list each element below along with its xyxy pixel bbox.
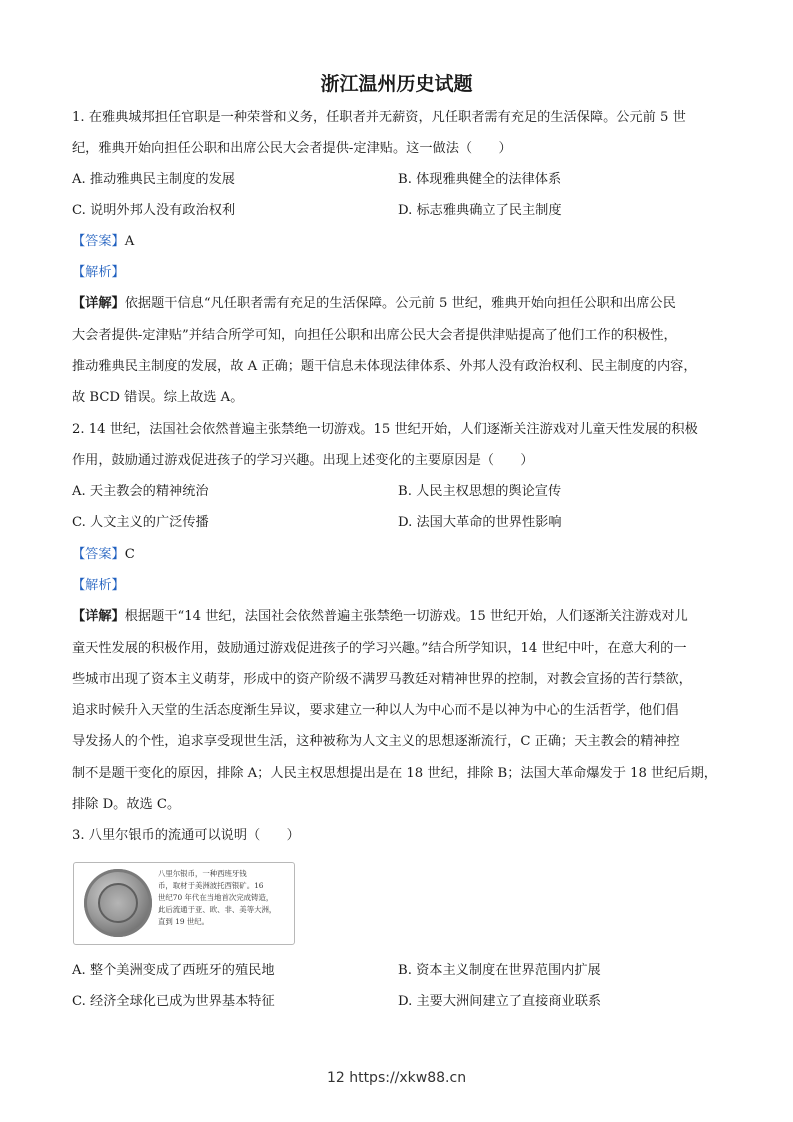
figure-caption (158, 868, 290, 928)
figure-caption-line: 直到 19 世纪。 (158, 917, 210, 926)
figure-caption-line: 币，取材于美洲波托西银矿。16 (158, 881, 264, 890)
answer-value: C (124, 547, 135, 562)
q3-stem: 3. 八里尔银币的流通可以说明（ ） (72, 828, 300, 843)
q1-stem-line-1: 1. 在雅典城邦担任官职是一种荣誉和义务，任职者并无薪资，凡任职者需有充足的生活保障。公元前 5 世 (72, 110, 686, 125)
detail-label: 【详解】 (72, 296, 125, 311)
q1-option-b: B. 体现雅典健全的法律体系 (398, 172, 562, 187)
q3-option-c: C. 经济全球化已成为世界基本特征 (72, 994, 275, 1009)
figure-caption-line: 世纪70 年代在当地首次完成铸造， (158, 893, 274, 902)
q1-answer (72, 232, 134, 252)
q2-option-d: D. 法国大革命的世界性影响 (398, 515, 562, 530)
q2-detail-line-6: 制不是题干变化的原因，排除 A；人民主权思想提出是在 18 世纪，排除 B；法国大革命爆发于 18 世纪后期， (72, 766, 717, 781)
q2-detail-line-1 (72, 607, 688, 627)
q1-option-d: D. 标志雅典确立了民主制度 (398, 203, 562, 218)
page-title: 浙江温州历史试题 (320, 73, 473, 95)
q1-detail-line-4: 故 BCD 错误。综上故选 A。 (72, 390, 244, 405)
q2-option-c: C. 人文主义的广泛传播 (72, 515, 209, 530)
q2-detail-line-5: 导发扬人的个性，追求享受现世生活，这种被称为人文主义的思想逐渐流行，C 正确；天主教会的精神控 (72, 734, 680, 749)
q2-detail-line-4: 追求时候升入天堂的生活态度渐生异议，要求建立一种以人为中心而不是以神为中心的生活哲学，他们倡 (72, 703, 679, 718)
q2-stem-line-1: 2. 14 世纪，法国社会依然普遍主张禁绝一切游戏。15 世纪开始，人们逐渐关注游戏对儿童天性发展的积极 (72, 422, 698, 437)
q2-analysis-label: 【解析】 (72, 578, 125, 593)
detail-text: 依据题干信息“凡任职者需有充足的生活保障。公元前 5 世纪，雅典开始向担任公职和出席公民 (124, 296, 676, 311)
q2-stem-line-2: 作用，鼓励通过游戏促进孩子的学习兴趣。出现上述变化的主要原因是（ ） (72, 453, 534, 468)
q2-detail-line-3: 些城市出现了资本主义萌芽，形成中的资产阶级不满罗马教廷对精神世界的控制，对教会宣扬的苦行禁欲， (72, 672, 692, 687)
detail-text: 根据题干“14 世纪，法国社会依然普遍主张禁绝一切游戏。15 世纪开始，人们逐渐关注游戏对儿 (124, 609, 688, 624)
q1-detail-line-3: 推动雅典民主制度的发展，故 A 正确；题干信息未体现法律体系、外邦人没有政治权利、民主制度的内容， (72, 359, 697, 374)
q2-detail-line-7: 排除 D。故选 C。 (72, 797, 181, 812)
q2-answer (72, 545, 135, 565)
q3-option-a: A. 整个美洲变成了西班牙的殖民地 (72, 963, 275, 978)
q1-option-a: A. 推动雅典民主制度的发展 (72, 172, 235, 187)
figure-caption-line: 此后流通于亚、欧、非、美等大洲， (158, 905, 277, 914)
q3-option-b: B. 资本主义制度在世界范围内扩展 (398, 963, 601, 978)
q2-option-a: A. 天主教会的精神统治 (72, 484, 209, 499)
q2-detail-line-2: 童天性发展的积极作用，鼓励通过游戏促进孩子的学习兴趣。”结合所学知识，14 世纪中叶，在意大利的一 (72, 641, 687, 656)
silver-coin-image (84, 869, 152, 937)
answer-label: 【答案】 (72, 547, 125, 562)
coin-emblem (98, 883, 138, 923)
silver-coin-figure (73, 862, 295, 945)
page-footer: 12 https://xkw88.cn (326, 1070, 467, 1086)
q1-detail-line-1 (72, 294, 676, 314)
q2-option-b: B. 人民主权思想的舆论宣传 (398, 484, 562, 499)
figure-caption-line: 八里尔银币，一种西班牙钱 (158, 869, 247, 878)
answer-value: A (124, 234, 135, 249)
detail-label: 【详解】 (72, 609, 125, 624)
q1-detail-line-2: 大会者提供-定津贴”并结合所学可知，向担任公职和出席公民大会者提供津贴提高了他们工作的积极性， (72, 328, 677, 343)
q1-stem-line-2: 纪，雅典开始向担任公职和出席公民大会者提供-定津贴。这一做法（ ） (72, 141, 512, 156)
q1-analysis-label: 【解析】 (72, 265, 125, 280)
answer-label: 【答案】 (72, 234, 125, 249)
q1-option-c: C. 说明外邦人没有政治权利 (72, 203, 236, 218)
q3-option-d: D. 主要大洲间建立了直接商业联系 (398, 994, 602, 1009)
